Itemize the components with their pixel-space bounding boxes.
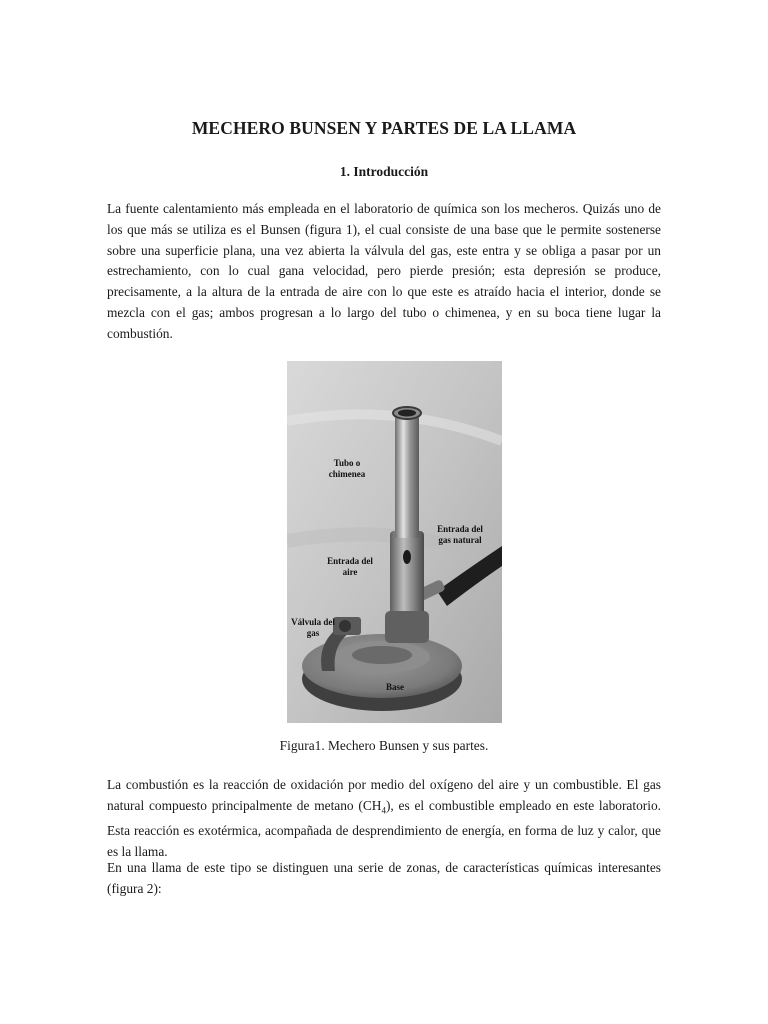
- label-valve: Válvula del gas: [291, 617, 335, 638]
- document-title: MECHERO BUNSEN Y PARTES DE LA LLAMA: [191, 118, 577, 138]
- section-heading: 1. Introducción: [339, 164, 429, 179]
- label-air-inlet: Entrada del aire: [327, 556, 373, 577]
- label-base: Base: [386, 682, 404, 692]
- bunsen-burner-photo: [287, 361, 502, 723]
- label-tube: Tubo o chimenea: [328, 458, 366, 479]
- paragraph-intro: La fuente calentamiento más empleada en el laboratorio de química son los mecheros. Quizás uno de los que más se utiliza es el Bunsen (figura 1), el cual consiste de una base que le permite sostenerse sobre una superficie plana, una vez abierta la válvula del gas, este entra y se obliga a pasar por un estrechamiento, con lo cual gana velocidad, pero pierde presión; esta depresión se produce, precisamente, a la altura de la entrada de aire con lo que este es atraído hacia el interior, donde se mezcla con el gas; ambos progresan a lo largo del tubo o chimenea, y en su boca tiene lugar la combustión.: [107, 201, 661, 341]
- paragraph-combustion: La combustión es la reacción de oxidación por medio del oxígeno del aire y un combustible. El gas natural compuesto principalmente de metano $(CH_4)$, es el combustible empleado en este laboratorio. Esta reacción es exotérmica, acompañada de desprendimiento de energía, en forma de luz y calor, que es la llama.: [107, 777, 661, 860]
- methane-subscript: 4: [381, 805, 386, 816]
- paragraph-flame-zones: En una llama de este tipo se distinguen una serie de zonas, de características químicas interesantes (figura 2):: [107, 860, 661, 896]
- figure-caption: Figura1. Mechero Bunsen y sus partes.: [279, 738, 489, 753]
- label-gas-inlet: Entrada del gas natural: [437, 524, 483, 545]
